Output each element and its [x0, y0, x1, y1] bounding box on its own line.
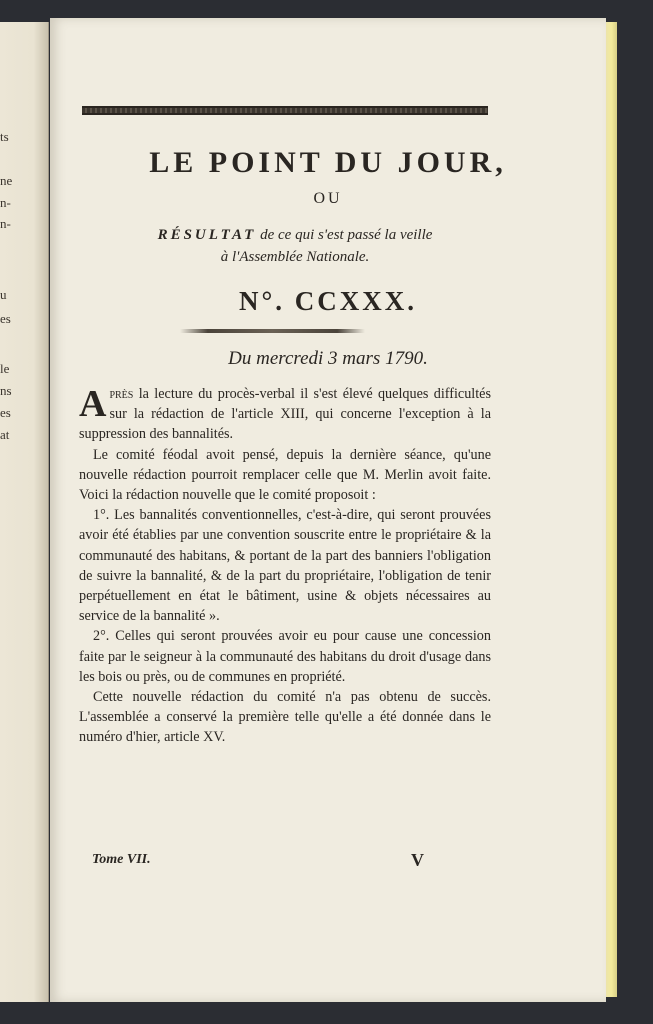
divider [180, 329, 365, 333]
facing-page-fragment: es [0, 311, 11, 326]
subtitle-text: de ce qui s'est passé la veille [256, 227, 433, 243]
subtitle [80, 224, 510, 268]
signature-mark: V [411, 850, 424, 870]
article-body [79, 384, 491, 748]
facing-page-fragment: le [0, 361, 10, 376]
title-connector: OU [313, 190, 343, 207]
facing-page-fragment: n- [0, 216, 11, 231]
drop-cap: A [79, 383, 107, 425]
facing-page-fragment: ne [0, 173, 13, 188]
paragraph-text: la lecture du procès-verbal il s'est élevé quelques difficultés sur la rédaction de l'article XIII, qui concerne l'exception à la suppression des bannalités. [79, 386, 491, 443]
paragraph: 2°. Celles qui seront prouvées avoir eu pour cause une concession faite par le seigneur à la communauté des habitans du droit d'usage dans les bois ou près, ou de communes en propriété. [79, 628, 491, 685]
paragraph-lead: près [109, 386, 134, 402]
page-title: LE POINT DU JOUR, [149, 146, 507, 179]
facing-page-fragment: es [0, 405, 11, 420]
facing-page-fragment: u [0, 287, 7, 302]
paragraph [79, 384, 491, 445]
issue-date: Du mercredi 3 mars 1790. [228, 348, 428, 369]
document-page [50, 18, 606, 1002]
subtitle-line-2: à l'Assemblée Nationale. [220, 249, 370, 265]
facing-page-fragment: ns [0, 383, 12, 398]
subtitle-lead: RÉSULTAT [157, 227, 257, 243]
paragraph: 1°. Les bannalités conventionnelles, c'est-à-dire, qui seront prouvées avoir été établies par une convention souscrite entre le propriétaire & la communauté des habitans, & portant de la part des banniers l'obligation de suivre la bannalité, & de la part du propriétaire, l'obligation de tenir perpétuellement en état le bâtiment, usine & objets nécessaires au service de la bannalité ». [79, 507, 491, 625]
paragraph: Le comité féodal avoit pensé, depuis la dernière séance, qu'une nouvelle rédaction pourroit remplacer celle que M. Merlin avoit faite. Voici la rédaction nouvelle que le comité proposoit : [79, 446, 491, 504]
facing-page [0, 22, 49, 1002]
facing-page-fragment: n- [0, 195, 11, 210]
issue-number: N°. CCXXX. [238, 286, 418, 316]
volume-label: Tome VII. [92, 852, 151, 867]
ornamental-rule [82, 106, 488, 115]
paragraph: Cette nouvelle rédaction du comité n'a pas obtenu de succès. L'assemblée a conservé la première telle qu'elle a été donnée dans le numéro d'hier, article XV. [79, 689, 491, 746]
facing-page-fragment: ts [0, 129, 9, 144]
facing-page-fragment: at [0, 427, 10, 442]
